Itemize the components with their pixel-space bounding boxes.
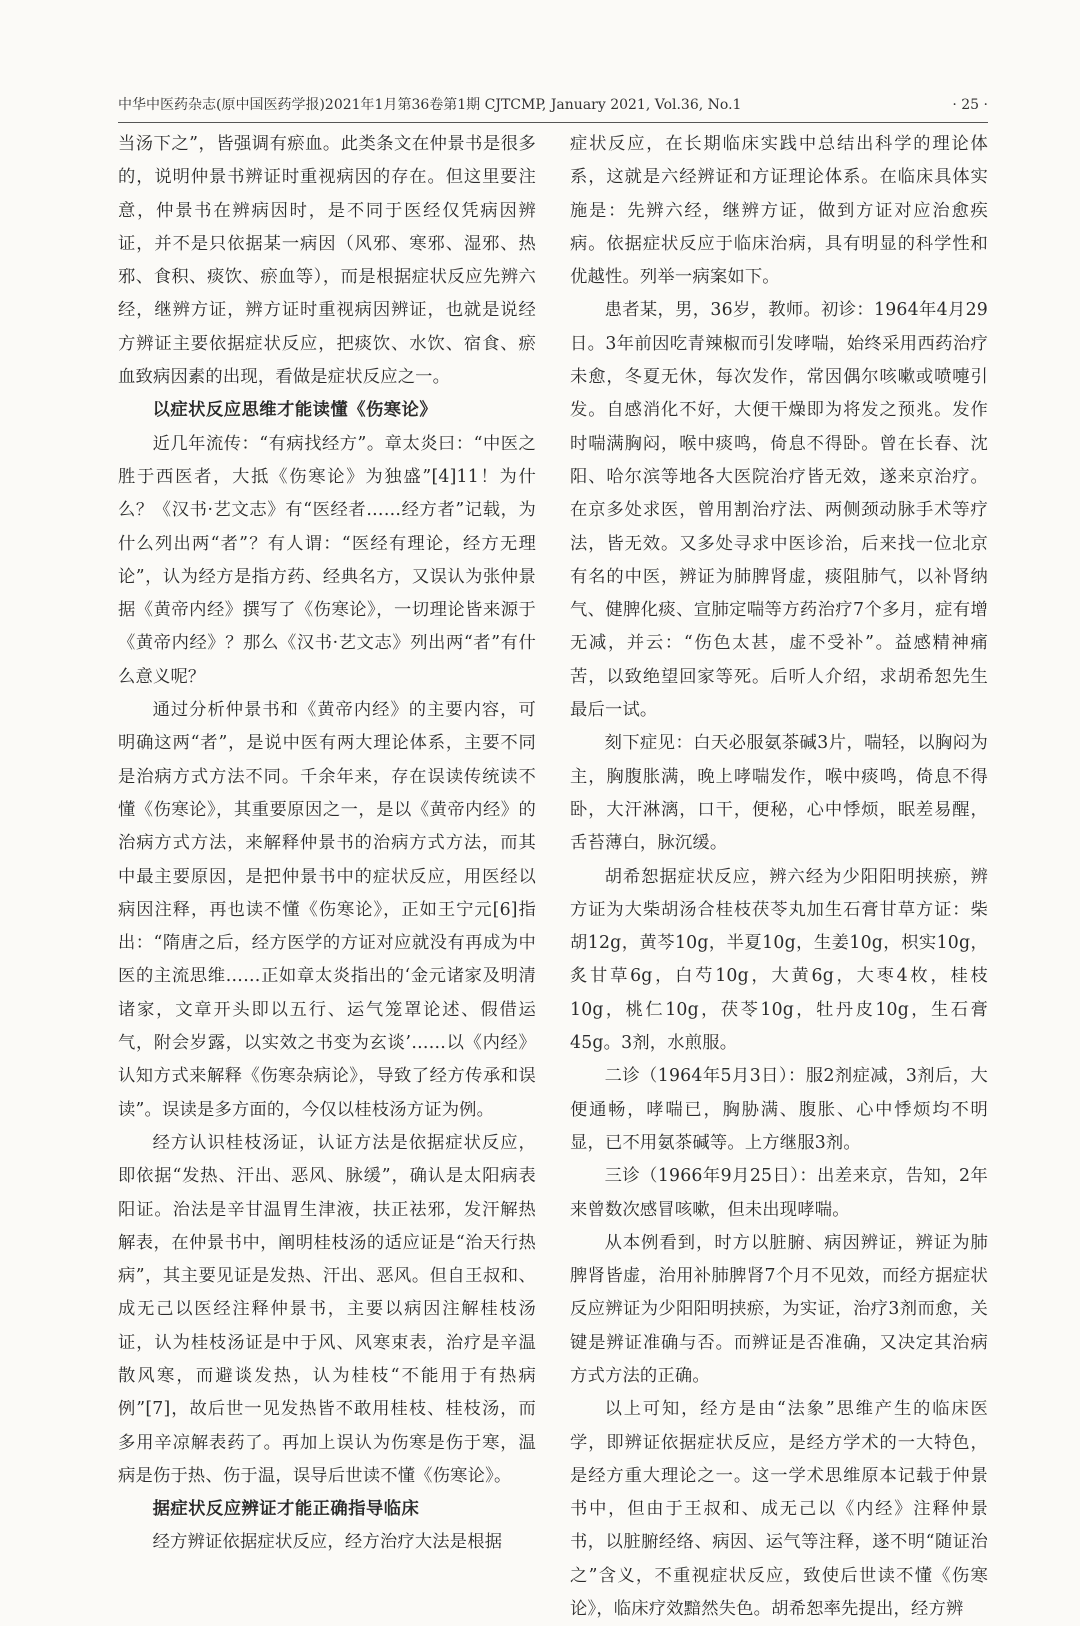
paragraph: 以上可知，经方是由“法象”思维产生的临床医学，即辨证依据症状反应，是经方学术的一大特色，是经方重大理论之一。这一学术思维原本记载于仲景书中，但由于王叔和、成无己以《内经》注释仲景书，以脏腑经络、病因、运气等注释，遂不明“随证治之”含义，不重视症状反应，致使后世读不懂《伤寒论》，临床疗效黯然失色。胡希恕率先提出，经方辨 [570,1399,988,1620]
prescription-paragraph: 胡希恕据症状反应，辨六经为少阳阳明挟瘀，辨方证为大柴胡汤合桂枝茯苓丸加生石膏甘草方证：柴胡12g，黄芩10g，半夏10g，生姜10g，枳实10g，炙甘草6g，白芍10g，大黄6g，大枣4枚，桂枝10g，桃仁10g，茯苓10g，牡丹皮10g，生石膏45g。3剂，水煎服。 [570,866,988,1054]
right-column [570,128,988,1626]
paragraph: 经方辨证依据症状反应，经方治疗大法是根据 [152,1532,503,1553]
paragraph: 近几年流传：“有病找经方”。章太炎曰：“中医之胜于西医者，大抵《伤寒论》为独盛”[4]11！为什么？《汉书·艺文志》有“医经者……经方者”记载，为什么列出两“者”？有人谓：“医经有理论，经方无理论”，认为经方是指方药、经典名方，又误认为张仲景据《黄帝内经》撰写了《伤寒论》，一切理论皆来源于《黄帝内经》？那么《汉书·艺文志》列出两“者”有什么意义呢？ [118,433,536,687]
left-column [118,128,536,1560]
paragraph: 当汤下之”，皆强调有瘀血。此类条文在仲景书是很多的，说明仲景书辨证时重视病因的存在。但这里要注意，仲景书在辨病因时，是不同于医经仅凭病因辨证，并不是只依据某一病因（风邪、寒邪、湿邪、热邪、食积、痰饮、瘀血等），而是根据症状反应先辨六经，继辨方证，辨方证时重视病因辨证，也就是说经方辨证主要依据症状反应，把痰饮、水饮、宿食、瘀血致病因素的出现，看做是症状反应之一。 [118,134,536,388]
page-number: · 25 · [952,97,988,113]
symptoms-paragraph: 刻下症见：白天必服氨茶碱3片，喘轻，以胸闷为主，胸腹胀满，晚上哮喘发作，喉中痰鸣，倚息不得卧，大汗淋漓，口干，便秘，心中悸烦，眠差易醒，舌苔薄白，脉沉缓。 [570,733,988,854]
second-visit-paragraph: 二诊（1964年5月3日）：服2剂症减，3剂后，大便通畅，哮喘已，胸胁满、腹胀、心中悸烦均不明显，已不用氨茶碱等。上方继服3剂。 [570,1066,988,1153]
header-rule [118,122,988,123]
section-heading: 以症状反应思维才能读懂《伤寒论》 [152,400,438,421]
paragraph: 通过分析仲景书和《黄帝内经》的主要内容，可明确这两“者”，是说中医有两大理论体系，主要不同是治病方式方法不同。千余年来，存在误读传统读不懂《伤寒论》，其重要原因之一，是以《黄帝内经》的治病方式方法，来解释仲景书的治病方式方法，而其中最主要原因，是把仲景书中的症状反应，用医经以病因注释，再也读不懂《伤寒论》，正如王宁元[6]指出：“隋唐之后，经方医学的方证对应就没有再成为中医的主流思维……正如章太炎指出的‘金元诸家及明清诸家，文章开头即以五行、运气笼罩论述、假借运气，附会岁露，以实效之书变为玄谈’……以《内经》认知方式来解释《伤寒杂病论》，导致了经方传承和误读”。误读是多方面的，今仅以桂枝汤方证为例。 [118,700,536,1120]
case-paragraph: 患者某，男，36岁，教师。初诊：1964年4月29日。3年前因吃青辣椒而引发哮喘，始终采用西药治疗未愈，冬夏无休，每次发作，常因偶尔咳嗽或喷嚏引发。自感消化不好，大便干燥即为将发之预兆。发作时喘满胸闷，喉中痰鸣，倚息不得卧。曾在长春、沈阳、哈尔滨等地各大医院治疗皆无效，遂来京治疗。在京多处求医，曾用割治疗法、两侧颈动脉手术等疗法，皆无效。又多处寻求中医诊治，后来找一位北京有名的中医，辨证为肺脾肾虚，痰阻肺气，以补肾纳气、健脾化痰、宣肺定喘等方药治疗7个多月，症有增无减，并云：“伤色太甚，虚不受补”。益感精神痛苦，以致绝望回家等死。后听人介绍，求胡希恕先生最后一试。 [570,300,988,721]
section-heading: 据症状反应辨证才能正确指导临床 [152,1499,420,1520]
paragraph: 症状反应，在长期临床实践中总结出科学的理论体系，这就是六经辨证和方证理论体系。在临床具体实施是：先辨六经，继辨方证，做到方证对应治愈疾病。依据症状反应于临床治病，具有明显的科学性和优越性。列举一病案如下。 [570,134,988,288]
paragraph: 经方认识桂枝汤证，认证方法是依据症状反应，即依据“发热、汗出、恶风、脉缓”，确认是太阳病表阳证。治法是辛甘温胃生津液，扶正祛邪，发汗解热解表，在仲景书中，阐明桂枝汤的适应证是“治天行热病”，其主要见证是发热、汗出、恶风。但自王叔和、成无己以医经注释仲景书，主要以病因注解桂枝汤证，认为桂枝汤证是中于风、风寒束表，治疗是辛温散风寒，而避谈发热，认为桂枝“不能用于有热病例”[7]，故后世一见发热皆不敢用桂枝、桂枝汤，而多用辛凉解表药了。再加上误认为伤寒是伤于寒，温病是伤于热、伤于温，误导后世读不懂《伤寒论》。 [118,1132,536,1486]
journal-citation: 中华中医药杂志(原中国医药学报)2021年1月第36卷第1期 CJTCMP, January 2021, Vol.36, No.1 [118,97,742,113]
paragraph: 从本例看到，时方以脏腑、病因辨证，辨证为肺脾肾皆虚，治用补肺脾肾7个月不见效，而经方据症状反应辨证为少阳阳明挟瘀，为实证，治疗3剂而愈，关键是辨证准确与否。而辨证是否准确，又决定其治病方式方法的正确。 [570,1232,988,1386]
third-visit-paragraph: 三诊（1966年9月25日）：出差来京，告知，2年来曾数次感冒咳嗽，但未出现哮喘。 [570,1166,988,1220]
running-header [118,92,988,118]
